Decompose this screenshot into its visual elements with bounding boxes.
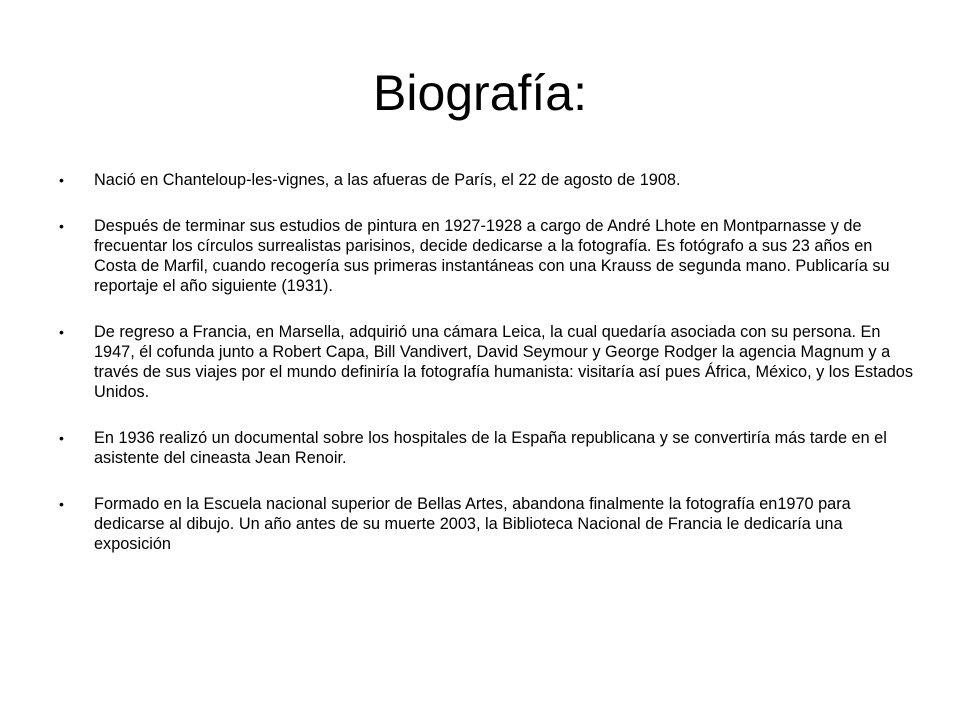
bullet-icon: • bbox=[59, 324, 64, 340]
bullet-text: De regreso a Francia, en Marsella, adquirió una cámara Leica, la cual quedaría asociada con su persona. En 1947, él cofunda junto a Robert Capa, Bill Vandivert, David Seymour y George Rodger la agencia Magnum y a través de sus viajes por el mundo definiría la fotografía humanista: visitaría así pues África, México, y los Estados Unidos. bbox=[94, 323, 913, 401]
bullet-text: En 1936 realizó un documental sobre los hospitales de la España republicana y se convertiría más tarde en el asistente del cineasta Jean Renoir. bbox=[94, 429, 887, 467]
slide-content bbox=[56, 170, 916, 580]
bullet-icon: • bbox=[59, 218, 64, 234]
bullet-list bbox=[56, 170, 916, 554]
slide-title: Biografía: bbox=[372, 65, 587, 121]
bullet-item bbox=[56, 494, 916, 554]
bullet-icon: • bbox=[59, 430, 64, 446]
bullet-item bbox=[56, 170, 916, 190]
bullet-item bbox=[56, 322, 916, 402]
bullet-text: Nació en Chanteloup-les-vignes, a las afueras de París, el 22 de agosto de 1908. bbox=[94, 171, 681, 189]
bullet-item bbox=[56, 216, 916, 296]
bullet-text: Formado en la Escuela nacional superior de Bellas Artes, abandona finalmente la fotografía en1970 para dedicarse al dibujo. Un año antes de su muerte 2003, la Biblioteca Nacional de Francia le dedicaría una exposición bbox=[94, 495, 851, 553]
bullet-icon: • bbox=[59, 172, 64, 188]
bullet-text: Después de terminar sus estudios de pintura en 1927-1928 a cargo de André Lhote en Montparnasse y de frecuentar los círculos surrealistas parisinos, decide dedicarse a la fotografía. Es fotógrafo a sus 23 años en Costa de Marfil, cuando recogería sus primeras instantáneas con una Krauss de segunda mano. Publicaría su reportaje el año siguiente (1931). bbox=[94, 217, 890, 295]
bullet-icon: • bbox=[59, 496, 64, 512]
bullet-item bbox=[56, 428, 916, 468]
